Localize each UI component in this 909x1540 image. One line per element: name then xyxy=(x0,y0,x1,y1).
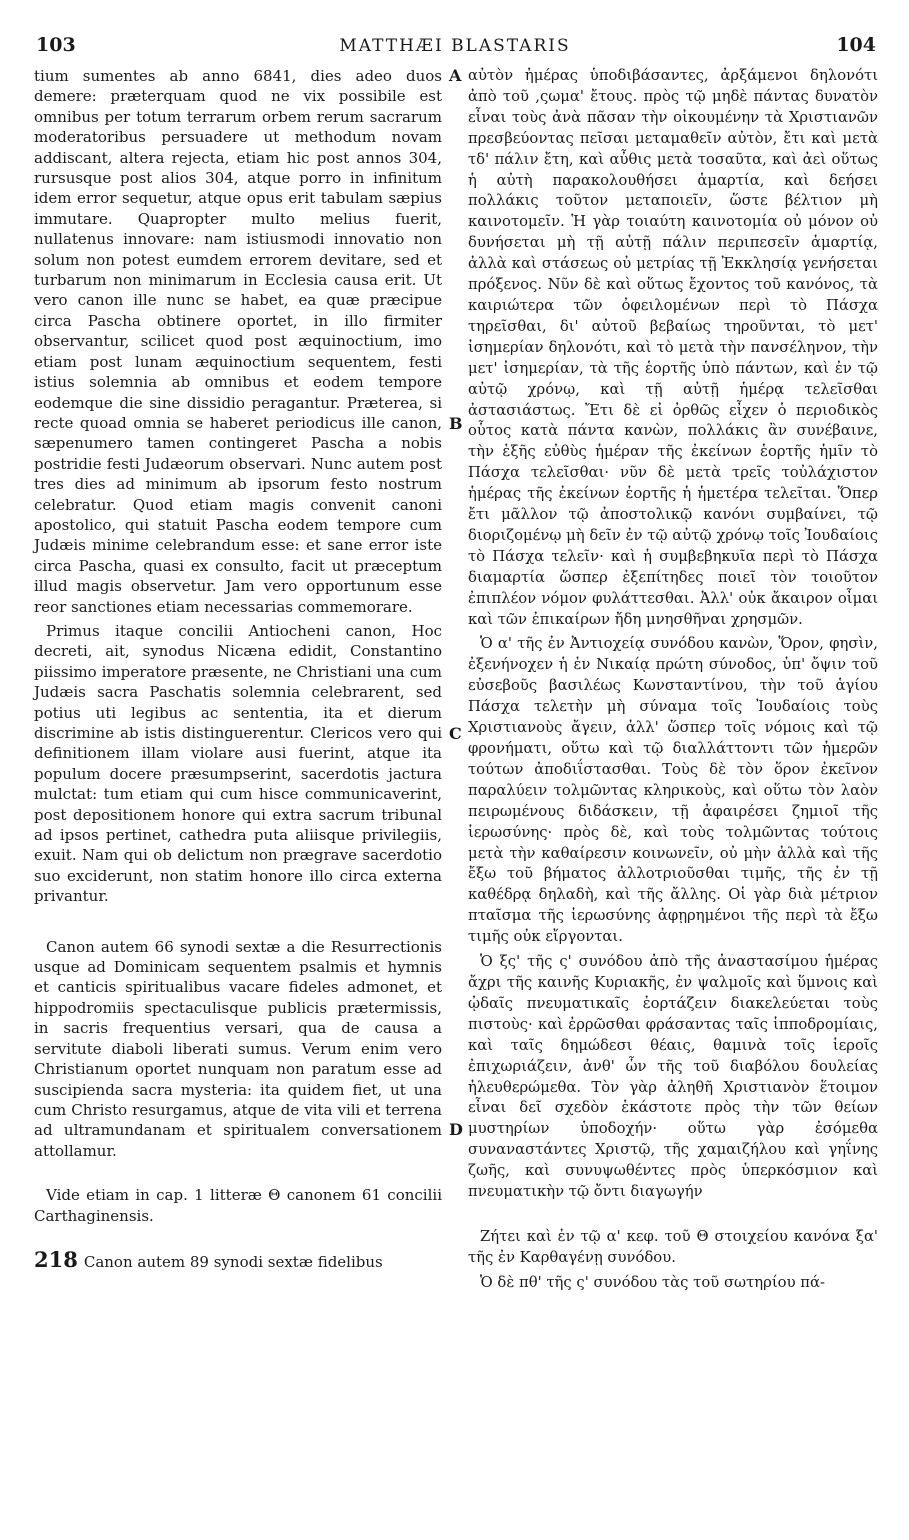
latin-paragraph-1: tium sumentes ab anno 6841, dies adeo duos demere: præterquam quod ne vix possibile est omnibus per totum terrarum orbem rerum sacrarum moderatoribus persuadere ut methodum novam addiscant, altera rejecta, etiam hic post annos 304, rursusque post alios 304, atque porro in infinitum idem error sequetur, atque opus erit tabulam sæpius immutare. Quapropter multo melius fuerit, nullatenus innovare: nam istiusmodi innovatio non solum non potest eumdem errorem devitare, sed et turbarum non minimarum in Ecclesia causa erit. Ut vero canon ille nunc se habet, ea quæ præcipue circa Pascha obtinere oportet, in illo firmiter observantur, scilicet quod post æquinoctium, imo etiam post lunam æquinoctium sequentem, festi istius solemnia ab omnibus et eodem tempore eodemque die sine dissidio peragantur. Præterea, si recte quoad omnia se haberet periodicus ille canon, sæpenumero tamen contingeret Pascha a nobis postridie festi Judæorum observari. Nunc autem post tres dies ad minimum ab ipsorum festo nostrum celebratur. Quod etiam magis convenit canoni apostolico, qui statuit Pascha eodem tempore cum Judæis minime celebrandum esse: et sane error iste circa Pascha, quasi ex consulto, facit ut præceptum illud magis observetur. Jam vero opportunum esse reor sanctiones etiam necessarias commemorare. xyxy=(34,67,442,616)
latin-paragraph-4: Vide etiam in cap. 1 litteræ Θ canonem 61 concilii Carthaginensis. xyxy=(34,1186,442,1225)
latin-paragraph-2: Primus itaque concilii Antiocheni canon, Hoc decreti, ait, synodus Nicæna edidit, Constantino piissimo imperatore præsente, ne Christiani una cum Judæis sacra Paschatis solemnia celebrarent, sed potius uti legibus ac sententia, ita et dierum discrimine ab istis distinguerentur. Clericos vero qui definitionem illam violare ausi fuerint, atque ita populum docere præsumpserint, sacerdotis jactura mulctat: tum etiam qui cum hisce communicaverint, post depositionem honore qui extra sacrum tribunal ad ipsos pertinet, cathedra puta aliisque privilegiis, exuit. Nam qui ob delictum non prægrave sacerdotio suo exciderunt, non statim honore illo circa externa privantur. xyxy=(34,621,442,906)
latin-column xyxy=(34,66,442,1272)
greek-column xyxy=(468,66,878,1294)
margin-letter-d: D xyxy=(449,1120,463,1139)
margin-letter-b: B xyxy=(449,414,463,433)
section-number: 218 xyxy=(34,1246,78,1272)
margin-letter-c: C xyxy=(449,724,462,743)
latin-paragraph-3: Canon autem 66 synodi sextæ a die Resurrectionis usque ad Dominicam sequentem psalmis et hymnis et canticis spiritualibus vacare fideles admonet, et hippodromiis spectaculisque publicis prætermissis, in sacris frequentius versari, qua de causa a servitute diaboli liberati sumus. Verum enim vero Christianum oportet nunquam non paratum esse ad suscipienda sacra mysteria: ita quidem fiet, ut una cum Christo resurgamus, atque de vita vili et terrena ad ultramundanam et spiritualem conversationem attollamur. xyxy=(34,937,442,1160)
latin-paragraph-5 xyxy=(34,1246,442,1272)
margin-letter-a: A xyxy=(449,66,462,85)
greek-paragraph-1: αὐτὸν ἡμέρας ὑποδιβάσαντες, ἀρξάμενοι δηλονότι ἀπὸ τοῦ ,ςωμα' ἔτους. πρὸς τῷ μηδὲ πάντας δυνατὸν εἶναι τοὺς ἀνὰ πᾶσαν τὴν οἰκουμένην τὰ Χριστιανῶν πρεσβεύοντας πεῖσαι μεταμαθεῖν αὐτὸν, ἔτι καὶ μετὰ τδ' πάλιν ἔτη, καὶ αὖθις μετὰ τοσαῦτα, καὶ ἀεὶ οὕτως ἡ αὐτὴ παρακολουθήσει ἁμαρτία, καὶ δεήσει πολλάκις τοῦτον μεταποιεῖν, ὥστε βέλτιον μὴ καινοτομεῖν. Ἡ γὰρ τοιαύτη καινοτομία οὐ μόνον οὐ δυνήσεται μὴ τῇ αὐτῇ πάλιν περιπεσεῖν ἁμαρτίᾳ, ἀλλὰ καὶ στάσεως οὐ μετρίας τῇ Ἐκκλησίᾳ γενήσεται πρόξενος. Νῦν δὲ καὶ οὕτως ἔχοντος τοῦ κανόνος, τὰ καιριώτερα τῶν ὀφειλομένων περὶ τὸ Πάσχα τηρεῖσθαι, δι' αὐτοῦ βεβαίως τηροῦνται, τὸ μετ' ἰσημερίαν δηλονότι, καὶ τὸ μετὰ τὴν πανσέληνον, τὴν μετ' ἰσημερίαν, τὰ τῆς ἑορτῆς ὑπὸ πάντων, καὶ ἐν τῷ αὐτῷ χρόνῳ, καὶ τῇ αὐτῇ ἡμέρᾳ τελεῖσθαι ἀστασιάστως. Ἔτι δὲ εἰ ὀρθῶς εἶχεν ὁ περιοδικὸς οὗτος κατὰ πάντα κανὼν, πολλάκις ἂν συνέβαινε, τὴν ἑξῆς εὐθὺς ἡμέραν τῆς ἐκείνων ἑορτῆς ἡμῖν τὸ Πάσχα τελεῖσθαι· νῦν δὲ μετὰ τρεῖς τοὐλάχιστον ἡμέρας τῆς ἐκείνων ἑορτῆς ἡ ἡμετέρα τελεῖται. Ὅπερ ἔτι μᾶλλον τῷ ἀποστολικῷ κανόνι συμβαίνει, τῷ διοριζομένῳ μὴ δεῖν ἐν τῷ αὐτῷ χρόνῳ τοῖς Ἰουδαίοις τὸ Πάσχα τελεῖν· καὶ ἡ συμβεβηκυῖα περὶ τὸ Πάσχα διαμαρτία ὥσπερ ἐξεπίτηδες ποιεῖ τὸν τοιοῦτον ἐπιπλέον νόμον φυλάττεσθαι. Ἀλλ' οὐκ ἄκαιρον οἶμαι καὶ τῶν ἐπικαίρων ἤδη μνησθῆναι χρησμῶν. xyxy=(468,67,878,628)
greek-paragraph-2: Ὁ α' τῆς ἐν Ἀντιοχείᾳ συνόδου κανὼν, Ὅρον, φησὶν, ἐξενήνοχεν ἡ ἐν Νικαίᾳ πρώτη σύνοδος, ὑπ' ὄψιν τοῦ εὐσεβοῦς βασιλέως Κωνσταντίνου, τὴν τοῦ ἁγίου Πάσχα τελετὴν μὴ σύναμα τοῖς Ἰουδαίοις τοὺς Χριστιανοὺς ἄγειν, ἀλλ' ὥσπερ τοῖς νόμοις καὶ τῷ φρονήματι, οὕτω καὶ τῷ διαλλάττοντι τῶν ἡμερῶν τούτων ἀποδιΐστασθαι. Τοὺς δὲ τὸν ὅρον ἐκεῖνον παραλύειν τολμῶντας κληρικοὺς, καὶ οὕτω τὸν λαὸν πειρωμένους διδάσκειν, τῇ ἀφαιρέσει ζημιοῖ τῆς ἱερωσύνης· πρὸς δὲ, καὶ τοὺς τολμῶντας τούτοις μετὰ τὴν καθαίρεσιν κοινωνεῖν, οὐ μὴν ἀλλὰ καὶ τῆς ἔξω τοῦ βήματος ἀλλοτριοῦσθαι τιμῆς, τῆς ἐν τῇ καθέδρᾳ δηλαδὴ, καὶ τῆς ἄλλης. Οἱ γὰρ διὰ μέτριον πταῖσμα τῆς ἱερωσύνης ἀφῃρημένοι τῆς περὶ τὰ ἔξω τιμῆς οὐκ εἴργονται. xyxy=(468,635,878,946)
running-title: MATTHÆI BLASTARIS xyxy=(339,36,571,56)
greek-paragraph-3: Ὁ ξς' τῆς ς' συνόδου ἀπὸ τῆς ἀναστασίμου ἡμέρας ἄχρι τῆς καινῆς Κυριακῆς, ἐν ψαλμοῖς καὶ ὕμνοις καὶ ᾠδαῖς πνευματικαῖς ἑορτάζειν διακελεύεται τοὺς πιστοὺς· καὶ ἐρρῶσθαι φράσαντας ταῖς ἱπποδρομίαις, καὶ ταῖς δημώδεσι θέαις, θαμινὰ τοῖς ἱεροῖς ἐπιχωριάζειν, ἀνθ' ὧν τῆς τοῦ διαβόλου δουλείας ἠλευθερώμεθα. Τὸν γὰρ ἀληθῆ Χριστιανὸν ἕτοιμον εἶναι δεῖ σχεδὸν ἑκάστοτε πρὸς τὴν τῶν θείων μυστηρίων ὑποδοχήν· οὕτω γὰρ ἐσόμεθα συναναστάντες Χριστῷ, τῆς χαμαιζήλου καὶ γηΐνης ζωῆς, καὶ συνυψωθέντες πρὸς ὑπερκόσμιον καὶ πνευματικὴν τῷ ὄντι διαγωγήν xyxy=(468,953,878,1201)
page-number-right: 104 xyxy=(836,34,876,56)
running-header xyxy=(34,34,876,64)
latin-paragraph-5-text: Canon autem 89 synodi sextæ fidelibus xyxy=(83,1252,383,1271)
page-number-left: 103 xyxy=(36,34,76,56)
greek-paragraph-5: Ὁ δὲ πθ' τῆς ς' συνόδου τὰς τοῦ σωτηρίου πά- xyxy=(480,1273,825,1291)
greek-paragraph-4: Ζήτει καὶ ἐν τῷ α' κεφ. τοῦ Θ στοιχείου κανόνα ξα' τῆς ἐν Καρθαγένῃ συνόδου. xyxy=(468,1227,878,1266)
